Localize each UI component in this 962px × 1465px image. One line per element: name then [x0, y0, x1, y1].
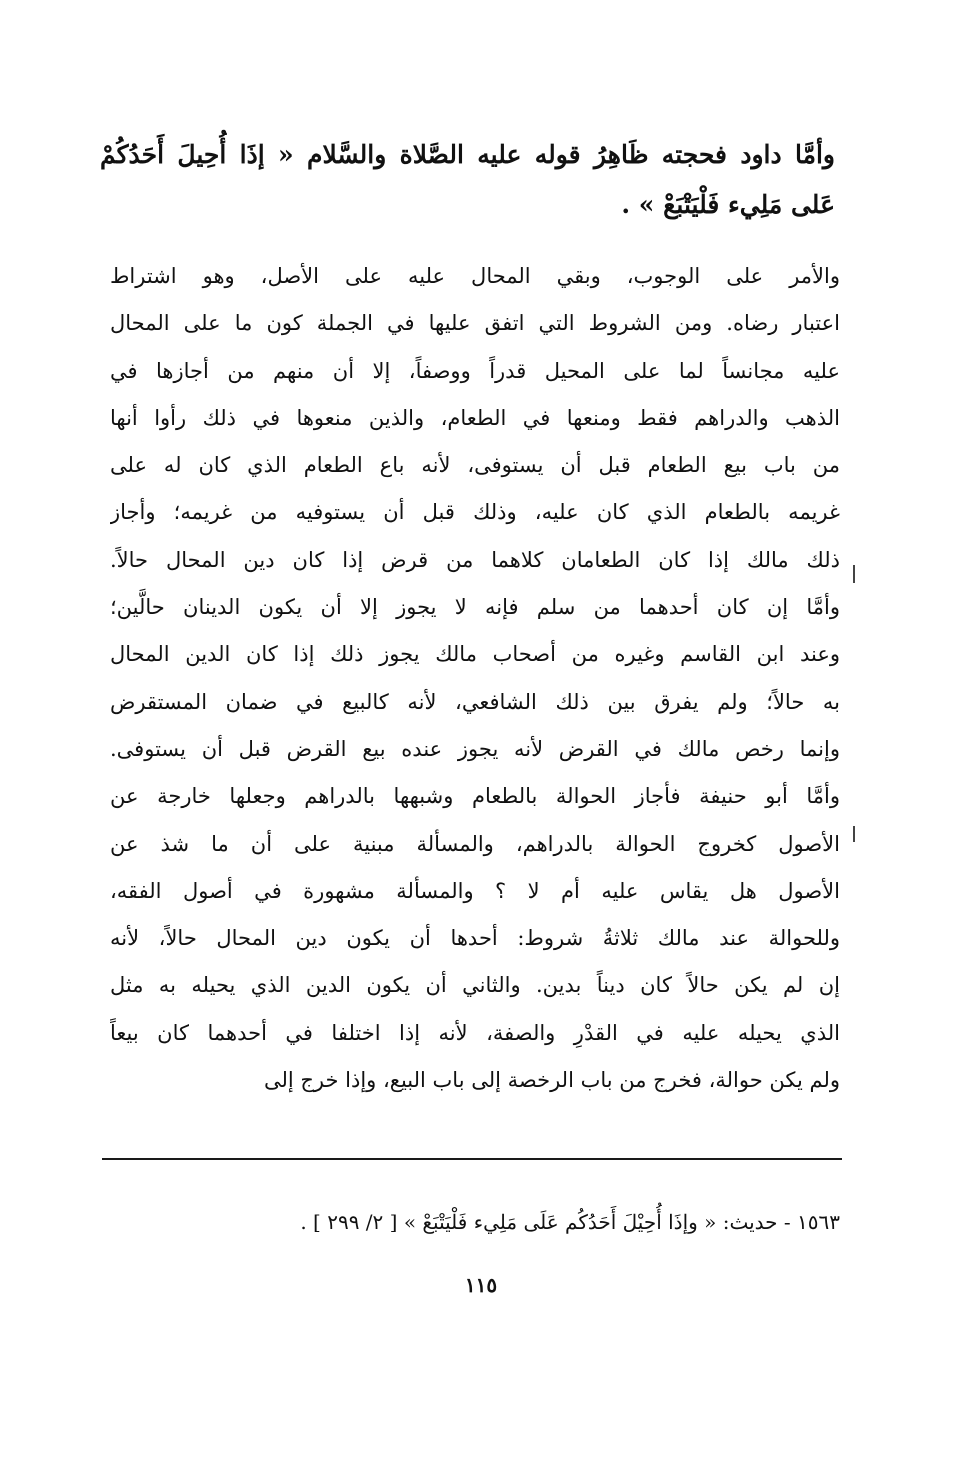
- footnote: ١٥٦٣ - حديث: « وإذَا أُحِيْلَ أَحَدُكُم عَلَى مَلِيء فَلْيَتْبَعْ » [ ٢/ ٢٩٩ ] .: [300, 1210, 840, 1234]
- body-line: من باب بيع الطعام قبل أن يستوفى، لأنه باع الطعام الذي كان له على: [110, 453, 840, 478]
- body-line: وللحوالة عند مالك ثلاثةُ شروط: أحدها أن يكون دين المحال حالاً، لأنه: [110, 926, 840, 951]
- body-line: الأصول هل يقاس عليه أم لا ؟ والمسألة مشهورة في أصول الفقه،: [110, 878, 840, 903]
- margin-mark: [853, 826, 855, 842]
- body-line: وأمَّا أبو حنيفة فأجاز الحوالة بالطعام وشبهها بالدراهم وجعلها خارجة عن: [110, 784, 840, 809]
- body-line: الأصول كخروج الحوالة بالدراهم، والمسألة مبنية على أن ما شذ عن: [110, 831, 840, 856]
- footnote-divider: [102, 1158, 842, 1160]
- body-line: وعند ابن القاسم وغيره من أصحاب مالك يجوز ذلك إذا كان الدين المحال: [110, 642, 840, 667]
- body-line: عليه مجانساً لما على المحيل قدراً ووصفاً، إلا أن منهم من أجازها في: [110, 358, 840, 383]
- body-line: وأمَّا إن كان أحدهما من سلم فإنه لا يجوز إلا أن يكون الدينان حالَّين؛: [110, 595, 840, 620]
- body-line: وإنما رخص مالك في القرض لأنه يجوز عنده بيع القرض قبل أن يستوفى.: [110, 736, 840, 761]
- body-line: إن لم يكن حالاً كان ديناً بدين. والثاني أن يكون الدين الذي يحيله به مثل: [110, 973, 840, 998]
- body-line: غريمه بالطعام الذي كان عليه، وذلك قبل أن يستوفيه من غريمه؛ وأجاز: [110, 500, 840, 525]
- body-line: ذلك مالك إذا كان الطعامان كلاهما من قرض إذا كان دين المحال حالاً.: [110, 547, 840, 572]
- margin-mark: [853, 565, 855, 583]
- hadith-heading: وأمَّا داود فحجته ظَاهِرُ قوله عليه الصَّلاة والسَّلام « إذَا أُحِيلَ أَحَدُكُمْ عَلى مَلِيء فَلْيَتْبَعْ » .: [100, 140, 835, 219]
- page-number: ١١٥: [464, 1273, 498, 1297]
- body-line: والأمر على الوجوب، وبقي المحال عليه على الأصل، وهو اشتراط: [110, 264, 840, 288]
- body-text: [110, 253, 840, 1104]
- body-line: الذي يحيله عليه في القدْرِ والصفة، لأنه إذا اختلفا في أحدهما كان بيعاً: [110, 1020, 840, 1045]
- body-line: ولم يكن حوالة، فخرج من باب الرخصة إلى باب البيع، وإذا خرج إلى: [263, 1068, 840, 1093]
- body-line: به حالاً؛ ولم يفرق بين ذلك الشافعي، لأنه كالبيع في ضمان المستقرض: [110, 689, 840, 714]
- body-line: اعتبار رضاه. ومن الشروط التي اتفق عليها في الجملة كون ما على المحال: [110, 311, 840, 336]
- body-line: الذهب والدراهم فقط ومنعها في الطعام، والذين منعوها في ذلك رأوا أنها: [110, 405, 840, 430]
